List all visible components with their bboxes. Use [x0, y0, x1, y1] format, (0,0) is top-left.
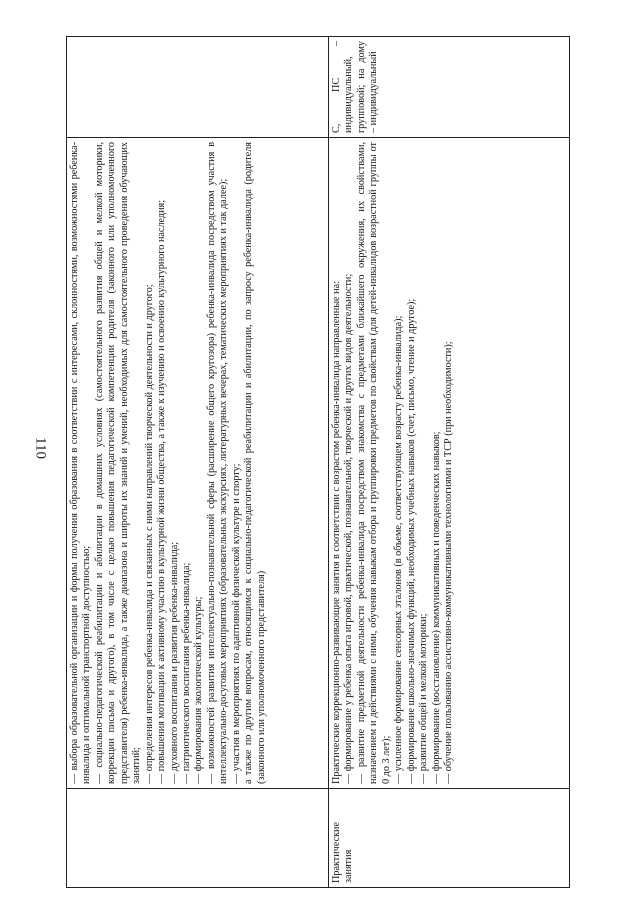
- list-item: — формирование у ребенка опыта игровой, практической, познавательной, творческой и других видов деятельности;: [343, 273, 355, 784]
- list-item: — формирование (восстановление) коммуникативных и поведенческих навыков;: [430, 431, 442, 784]
- table-row: [67, 37, 329, 888]
- form-cell: С, ПС – индивидуальный, групповой; на дому – индивидуальный: [329, 37, 570, 138]
- list-item: — определения интересов ребенка-инвалида и связанных с ними направлений творческой деятельности и другого;: [143, 284, 155, 784]
- list-item: — развитие предметной деятельности ребенка-инвалида посредством знакомства с предметами ближайшего окружения, их свойствами, назначением и действиями с ними, обучения навыкам отбора и группировки предметов по свойствам (для детей-инвалидов возрастной группы от 0 до 3 лет);: [355, 142, 392, 784]
- list-item: — развитие общей и мелкой моторики;: [418, 613, 430, 784]
- list-item: — выбора образовательной организации и формы получения образования в соответствии с интересами, склонностями, возможностями ребенка-инвалида и оптимальной транспортной доступностью;: [69, 142, 93, 784]
- form-cell: [67, 37, 329, 138]
- intro-text: Практические коррекционно-развивающие занятия в соответствии с возрастом ребенка-инвалида направленные на:: [331, 281, 342, 784]
- services-table: [66, 36, 570, 888]
- list-item: — возможностей развития интеллектуально-познавательной сферы (расширение общего кругозора) ребенка-инвалида посредством участия в интеллектуально-досуговых мероприятиях (образовательных экскурсиях, литературных вечерах, тематических мероприятиях и так далее);: [205, 142, 230, 784]
- list-item: — повышения мотивации к активному участию в культурной жизни общества, а также к изучению и освоению культурного наследия;: [156, 199, 168, 784]
- list-item: — формирование школьно-значимых функций, необходимых учебных навыков (счет, письмо, чтение и другое);: [405, 298, 417, 784]
- table-row: [329, 37, 570, 888]
- list-item: — патриотического воспитания ребенка-инвалида;: [180, 562, 192, 784]
- list-item: а также по другим вопросам, относящимся к социально-педагогической реабилитации и абилитации, по запросу ребенка-инвалида (родителя (законного или уполномоченного представителя): [243, 142, 267, 784]
- list-item: — усиленное формирование сенсорных эталонов (в объеме, соответствующем возрасту ребенка-инвалида);: [393, 315, 405, 784]
- content-cell: [67, 138, 329, 789]
- page-number: 110: [32, 437, 49, 459]
- content-cell: [329, 138, 570, 789]
- list-item: — социально-педагогической реабилитации и абилитации в домашних условиях (самостоятельного развития общей и мелкой моторики, коррекции письма и другого), в том числе с целью повышения педагогической компетенции родителя (законного или уполномоченного представителя) ребенка-инвалида, а также диапазона и широты их знаний и умений, необходимых для самостоятельного проведения обучающих занятий;: [93, 142, 143, 784]
- section-cell: [67, 789, 329, 888]
- list-item: — обучение пользованию ассистивно-коммуникативными технологиями и ТСР (при необходимости);: [442, 341, 454, 784]
- rotated-table-area: [66, 36, 570, 888]
- list-item: — духовного воспитания и развития ребенка-инвалида;: [168, 541, 180, 784]
- list-item: — участия в мероприятиях по адаптивной физической культуре и спорту;: [230, 463, 242, 784]
- list-item: — формирования экологической культуры;: [193, 596, 205, 784]
- section-cell: Практические занятия: [329, 789, 570, 888]
